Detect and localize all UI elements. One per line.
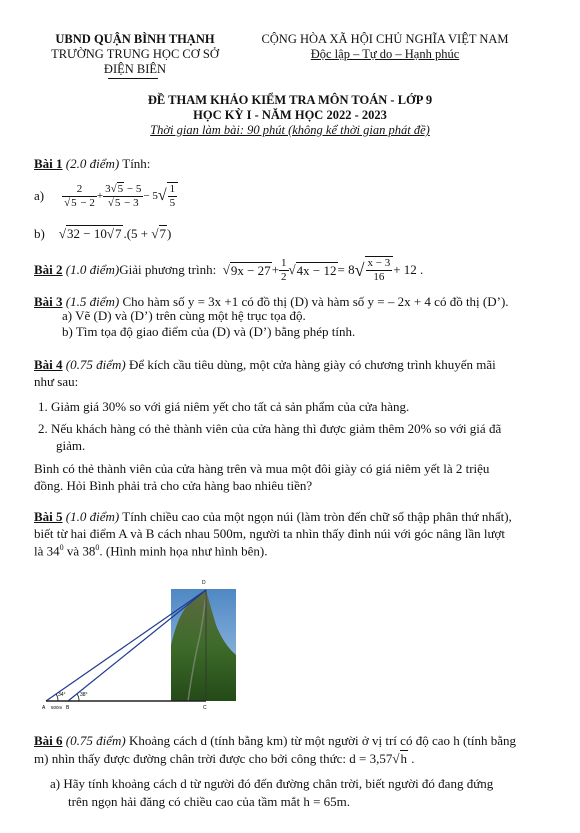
angle-B: 38° bbox=[80, 692, 88, 698]
bai1-a-frac2: $\frac{3√5 - 5}{√5 - 3}$ bbox=[105, 182, 142, 209]
exam-duration: Thời gian làm bài: 90 phút (không kể thời gian phát đề) bbox=[150, 123, 430, 137]
bai6-label: Bài 6 bbox=[34, 733, 63, 748]
bai2: Bài 2 (1.0 điểm) Giải phương trình: √ 9x − 27 + $\frac{1}{2}$ √ 4x − 12 = 8 √ $\frac{x - 3}{16}$ + 12 . bbox=[34, 256, 424, 283]
bai6-text2: m) nhìn thấy được đường chân trời được cho bởi công thức: d = 3,57√h . bbox=[34, 751, 415, 766]
bai4-text: Để kích cầu tiêu dùng, một cửa hàng giày có chương trình khuyến mãi bbox=[125, 357, 496, 372]
bai1-text: Tính: bbox=[119, 156, 151, 171]
bai5-text: Tính chiều cao của một ngọn núi (làm tròn đến chữ số thập phân thứ nhất), bbox=[119, 509, 512, 524]
school-name: TRƯỜNG TRUNG HỌC CƠ SỞ bbox=[51, 47, 219, 61]
bai3-a: a) Vẽ (D) và (D’) trên cùng một hệ trục tọa độ. bbox=[62, 308, 306, 323]
bai3-label: Bài 3 bbox=[34, 294, 63, 309]
exam-semester: HỌC KỲ I - NĂM HỌC 2022 - 2023 bbox=[193, 108, 387, 122]
bai3-text: Cho hàm số y = 3x +1 có đồ thị (D) và hàm số y = – 2x + 4 có đồ thị (D’). bbox=[119, 294, 509, 309]
bai1-label: Bài 1 bbox=[34, 156, 63, 171]
bai5-text3: là $34^0$ và $38^0$. (Hình minh họa như hình bên). bbox=[34, 543, 268, 559]
bai6-text: Khoảng cách d (tính bằng km) từ một người ở vị trí có độ cao h (tính bằng bbox=[125, 733, 517, 748]
bai1-points: (2.0 điểm) bbox=[65, 156, 120, 171]
school-district: UBND QUẬN BÌNH THẠNH bbox=[55, 32, 215, 46]
angle-A: 34° bbox=[58, 692, 66, 698]
bai4-label: Bài 4 bbox=[34, 357, 63, 372]
bai1-b: b) √32 − 10√7 .(5 + √7) bbox=[34, 226, 172, 241]
label-A: A bbox=[42, 705, 46, 711]
bai1-a: a) $\frac{2}{√5 - 2}$ + $\frac{3√5 - 5}{√5 - 3}$ − 5 √ $\frac{1}{5}$ bbox=[34, 178, 178, 214]
bai1-b-label: b) bbox=[34, 226, 45, 241]
bai2-points: (1.0 điểm) bbox=[65, 262, 120, 277]
bai1-heading bbox=[34, 156, 150, 172]
school-name-2: ĐIỆN BIÊN bbox=[103, 62, 167, 76]
bai5-text2: biết từ hai điểm A và B cách nhau 500m, người ta nhìn thấy đỉnh núi với góc nâng lần lượt bbox=[34, 526, 506, 541]
header-rule-left bbox=[108, 78, 158, 79]
bai4-text2: như sau: bbox=[34, 374, 79, 389]
bai5-points: (1.0 điểm) bbox=[65, 509, 120, 524]
nation-title: CỘNG HÒA XÃ HỘI CHỦ NGHĨA VIỆT NAM bbox=[261, 32, 509, 46]
distance-AB: 500m bbox=[51, 705, 63, 710]
bai4-question-2: đồng. Hỏi Bình phải trả cho cửa hàng bao nhiêu tiền? bbox=[34, 478, 313, 493]
bai5-heading bbox=[34, 509, 512, 525]
bai6-heading bbox=[34, 733, 516, 749]
bai4-item2-cont: giảm. bbox=[56, 438, 86, 453]
bai1-a-frac1: $\frac{2}{√5 - 2}$ bbox=[64, 182, 95, 209]
nation-motto: Độc lập – Tự do – Hạnh phúc bbox=[310, 47, 460, 61]
bai4-item2: 2. Nếu khách hàng có thẻ thành viên của cửa hàng thì được giảm thêm 20% so với giá đã bbox=[38, 421, 502, 436]
label-D: D bbox=[202, 580, 206, 586]
bai4-points: (0.75 điểm) bbox=[65, 357, 126, 372]
bai2-text: Giải phương trình: bbox=[119, 262, 217, 277]
bai6-a-line1: a) Hãy tính khoảng cách d từ người đó đến đường chân trời, biết người đó đang đứng bbox=[50, 776, 494, 791]
bai3-points: (1.5 điểm) bbox=[65, 294, 120, 309]
bai1-a-frac3: $\frac{1}{5}$ bbox=[167, 182, 179, 209]
label-B: B bbox=[66, 705, 70, 711]
bai3-b: b) Tìm tọa độ giao điểm của (D) và (D’) bằng phép tính. bbox=[62, 324, 356, 339]
bai4-question-1: Bình có thẻ thành viên của cửa hàng trên và mua một đôi giày có giá niêm yết là 2 triệu bbox=[34, 461, 490, 476]
bai6-points: (0.75 điểm) bbox=[65, 733, 126, 748]
bai6-a-line2: trên ngọn hải đăng có chiều cao của tầm mắt h = 65m. bbox=[68, 794, 351, 809]
exam-title: ĐỀ THAM KHẢO KIỂM TRA MÔN TOÁN - LỚP 9 bbox=[147, 93, 433, 107]
mountain-figure bbox=[38, 575, 243, 715]
bai2-label: Bài 2 bbox=[34, 262, 63, 277]
bai1-a-label: a) bbox=[34, 188, 45, 203]
label-C: C bbox=[203, 705, 207, 711]
bai4-item1: 1. Giảm giá 30% so với giá niêm yết cho tất cả sản phẩm của cửa hàng. bbox=[38, 399, 410, 414]
bai4-heading bbox=[34, 357, 496, 373]
bai5-label: Bài 5 bbox=[34, 509, 63, 524]
